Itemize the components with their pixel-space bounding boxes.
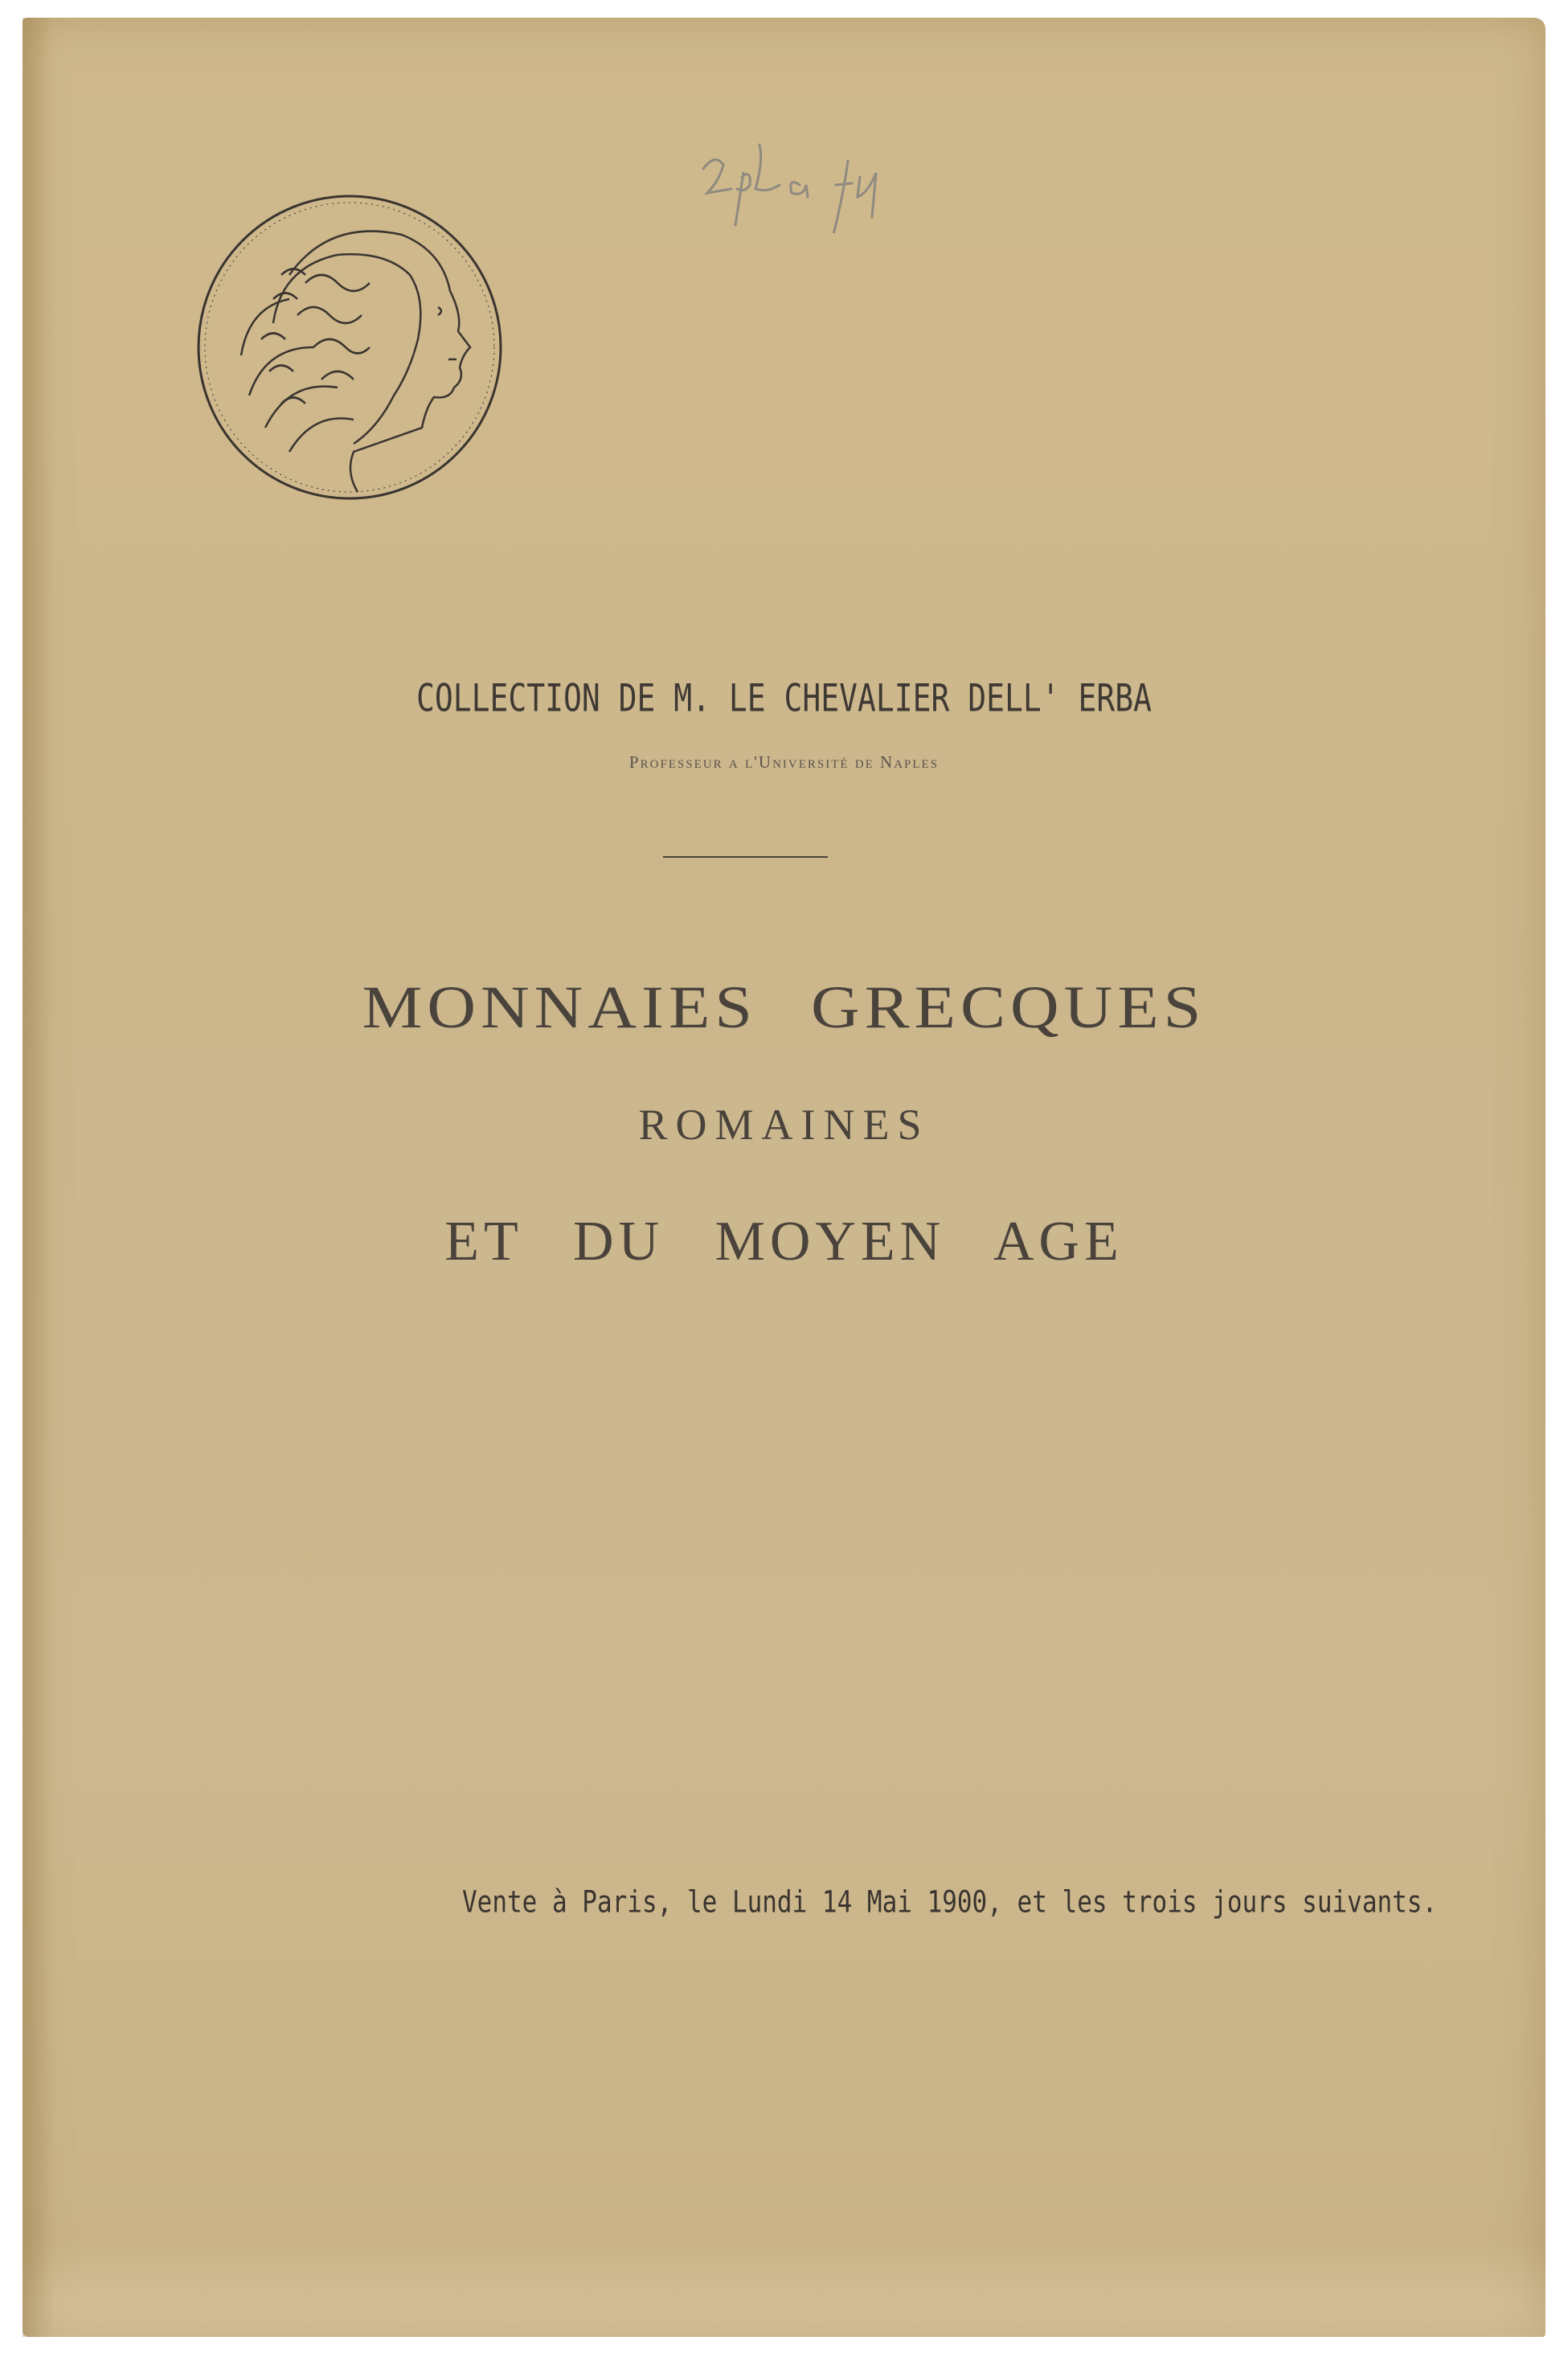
sale-date-line: Vente à Paris, le Lundi 14 Mai 1900, et les trois jours suivants. <box>462 1885 1438 1921</box>
collection-heading: COLLECTION DE M. LE CHEVALIER DELL' ERBA <box>416 675 1152 720</box>
handwritten-note-signature <box>687 129 944 233</box>
title-line-1: MONNAIES GRECQUES <box>362 974 1206 1042</box>
title-line-3: ET DU MOYEN AGE <box>444 1211 1124 1273</box>
title-line-2: ROMAINES <box>638 1101 930 1149</box>
professor-subtitle: Professeur a l'Université de Naples <box>628 752 940 772</box>
greek-coin-illustration <box>193 187 514 508</box>
divider-rule <box>663 856 828 858</box>
